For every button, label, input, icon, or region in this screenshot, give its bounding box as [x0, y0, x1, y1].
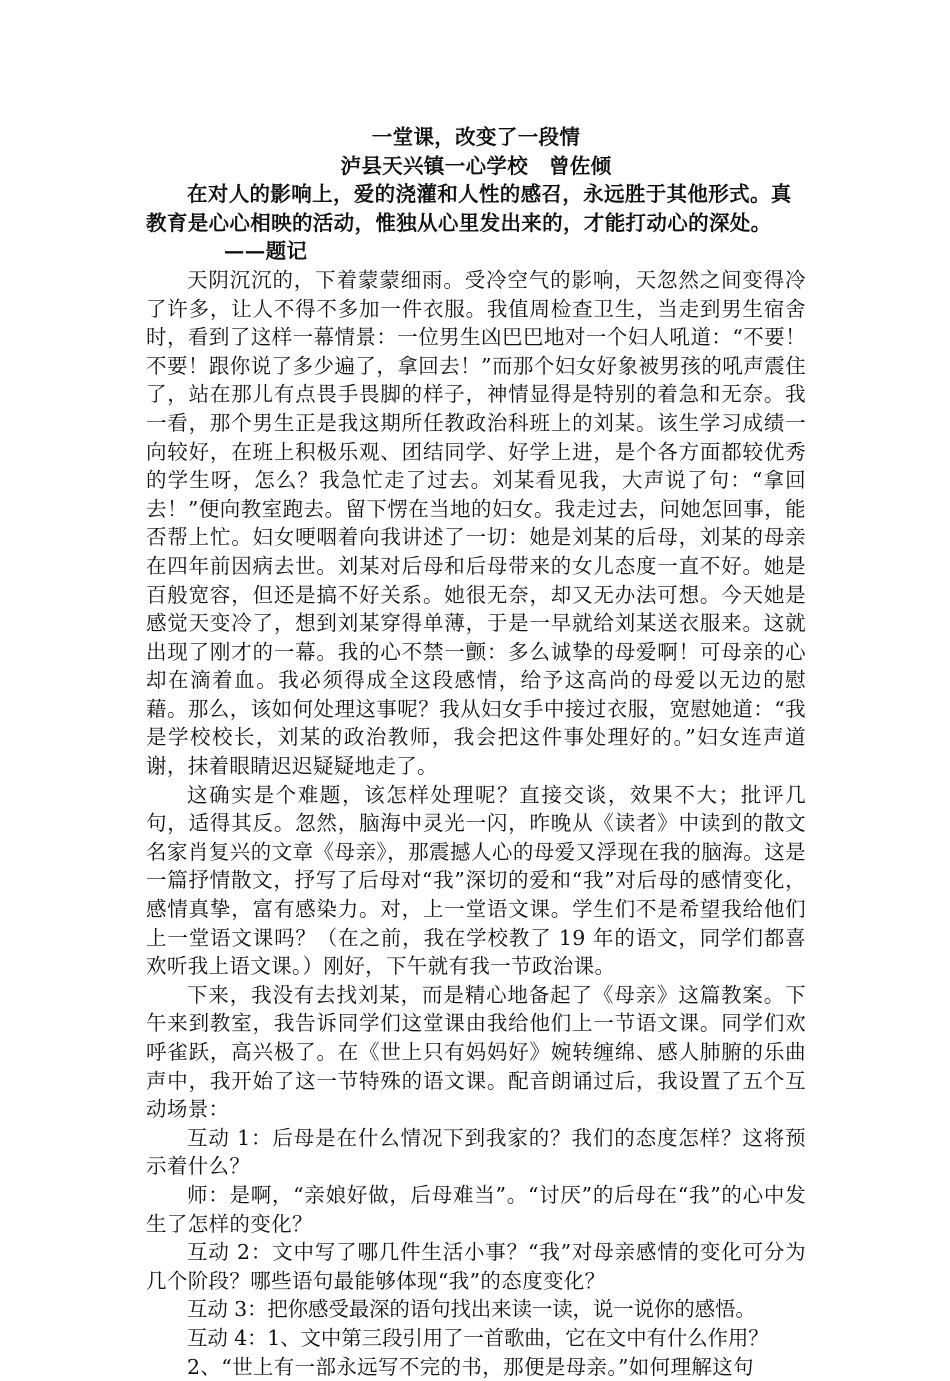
epigraph: 在对人的影响上，爱的浇灌和人性的感召，永远胜于其他形式。真教育是心心相映的活动，惟独从心里发出来的，才能打动心的深处。	[146, 182, 792, 235]
document-title: 一堂课，改变了一段情	[371, 125, 581, 149]
body-paragraph-3: 下来，我没有去找刘某，而是精心地备起了《母亲》这篇教案。下午来到教室，我告诉同学们这堂课由我给他们上一节语文课。同学们欢呼雀跃，高兴极了。在《世上只有妈妈好》婉转缠绵、感人肺腑的乐曲声中，我开始了这一节特殊的语文课。配音朗诵过后，我设置了五个互动场景：	[146, 982, 806, 1122]
epigraph-source: ——题记	[223, 239, 308, 264]
body-paragraph-1: 天阴沉沉的，下着蒙蒙细雨。受冷空气的影响，天忽然之间变得冷了许多，让人不得不多加一件衣服。我值周检查卫生，当走到男生宿舍时，看到了这样一幕情景：一位男生凶巴巴地对一个妇人吼道：“不要！不要！跟你说了多少遍了，拿回去！”而那个妇女好象被男孩的吼声震住了，站在那儿有点畏手畏脚的样子，神情显得是特别的着急和无奈。我一看，那个男生正是我这期所任教政治科班上的刘某。该生学习成绩一向较好，在班上积极乐观、团结同学、好学上进，是个各方面都较优秀的学生呀，怎么？我急忙走了过去。刘某看见我，大声说了句：“拿回去！”便向教室跑去。留下愣在当地的妇女。我走过去，问她怎回事，能否帮上忙。妇女哽咽着向我讲述了一切：她是刘某的后母，刘某的母亲在四年前因病去世。刘某对后母和后母带来的女儿态度一直不好。她是百般宽容，但还是搞不好关系。她很无奈，却又无办法可想。今天她是感觉天变冷了，想到刘某穿得单薄，于是一早就给刘某送衣服来。这就出现了刚才的一幕。我的心不禁一颤：多么诚挚的母爱啊！可母亲的心却在滴着血。我必须得成全这段感情，给予这高尚的母爱以无边的慰藉。那么，该如何处理这事呢？我从妇女手中接过衣服，宽慰她道：“我是学校校长，刘某的政治教师，我会把这件事处理好的。”妇女连声道谢，抹着眼睛迟迟疑疑地走了。	[146, 267, 806, 779]
author-line: 泸县天兴镇一心学校 曾佐倾	[340, 153, 612, 178]
body-paragraph-6: 互动 2：文中写了哪几件生活小事？“我”对母亲感情的变化可分为几个阶段？哪些语句最能够体现“我”的态度变化？	[146, 1240, 806, 1293]
body-paragraph-8: 互动 4：1、文中第三段引用了一首歌曲，它在文中有什么作用？	[187, 1325, 769, 1350]
body-paragraph-5: 师：是啊，“亲娘好做，后母难当”。“讨厌”的后母在“我”的心中发生了怎样的变化？	[146, 1182, 806, 1236]
body-paragraph-7: 互动 3：把你感受最深的语句找出来读一读，说一说你的感悟。	[187, 1297, 756, 1322]
body-paragraph-9: 2、“世上有一部永远写不完的书，那便是母亲。”如何理解这句	[187, 1354, 754, 1379]
body-paragraph-4: 互动 1：后母是在什么情况下到我家的？我们的态度怎样？这将预示着什么？	[146, 1125, 806, 1179]
body-paragraph-2: 这确实是个难题，该怎样处理呢？直接交谈，效果不大；批评几句，适得其反。忽然，脑海中灵光一闪，昨晚从《读者》中读到的散文名家肖复兴的文章《母亲》，那震撼人心的母爱又浮现在我的脑海。这是一篇抒情散文，抒写了后母对“我”深切的爱和“我”对后母的感情变化，感情真挚，富有感染力。对，上一堂语文课。学生们不是希望我给他们上一堂语文课吗？（在之前，我在学校教了 19 年的语文，同学们都喜欢听我上语文课。）刚好，下午就有我一节政治课。	[146, 782, 806, 979]
document-page	[146, 123, 806, 1381]
